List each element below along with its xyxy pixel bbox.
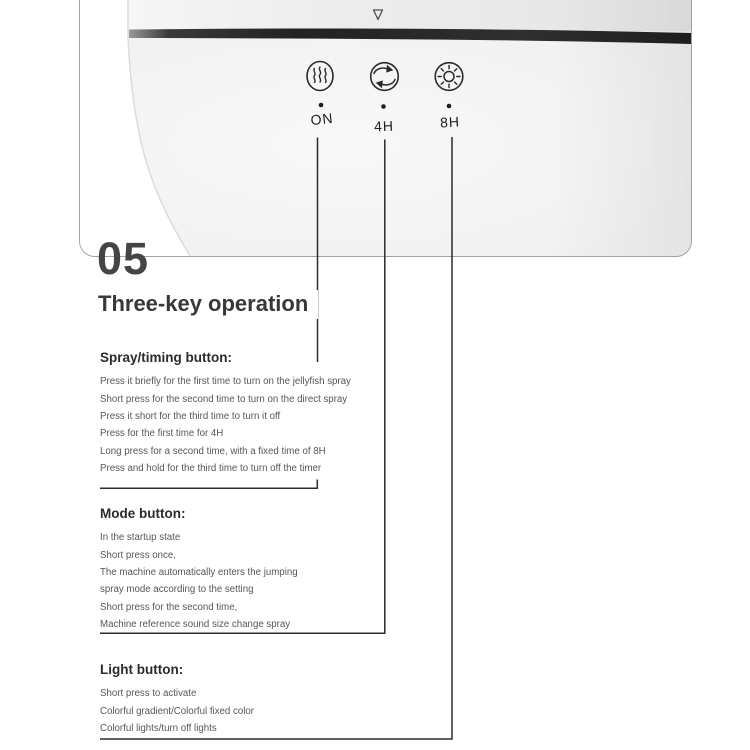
instruction-line: Colorful lights/turn off lights: [100, 723, 217, 734]
button-label-4h: 4H: [373, 117, 395, 134]
section-mode: [100, 506, 298, 634]
instruction-line: Short press for the second time to turn on the direct spray: [100, 393, 348, 405]
section-heading: Light button:: [100, 662, 184, 677]
instruction-line: Machine reference sound size change spray: [100, 619, 291, 631]
button-label-8h: 8H: [439, 113, 461, 131]
section-spray-timing: [100, 350, 351, 478]
instruction-line: Press it briefly for the first time to turn on the jellyfish spray: [100, 376, 351, 388]
instruction-line: Press for the first time for 4H: [100, 428, 224, 440]
section-heading: Spray/timing button:: [100, 350, 232, 365]
instruction-line: Short press once,: [100, 549, 176, 561]
instruction-line: spray mode according to the setting: [100, 584, 254, 596]
step-number: 05: [97, 233, 150, 284]
instruction-line: In the startup state: [100, 532, 181, 544]
instruction-line: Short press to activate: [100, 688, 197, 700]
instruction-line: Short press for the second time,: [100, 601, 238, 613]
instruction-line: Colorful gradient/Colorful fixed color: [100, 705, 254, 717]
instruction-line: Press it short for the third time to turn it off: [100, 411, 281, 422]
callout-line-spray-underline: [100, 480, 317, 489]
instruction-line: Press and hold for the third time to turn off the timer: [100, 463, 322, 475]
page-title: Three-key operation: [98, 290, 318, 319]
section-heading: Mode button:: [100, 506, 186, 521]
section-light: [100, 662, 254, 737]
instruction-line: Long press for a second time, with a fixed time of 8H: [100, 445, 326, 457]
button-label-on: ON: [309, 109, 335, 129]
instruction-line: The machine automatically enters the jumping: [100, 567, 298, 578]
